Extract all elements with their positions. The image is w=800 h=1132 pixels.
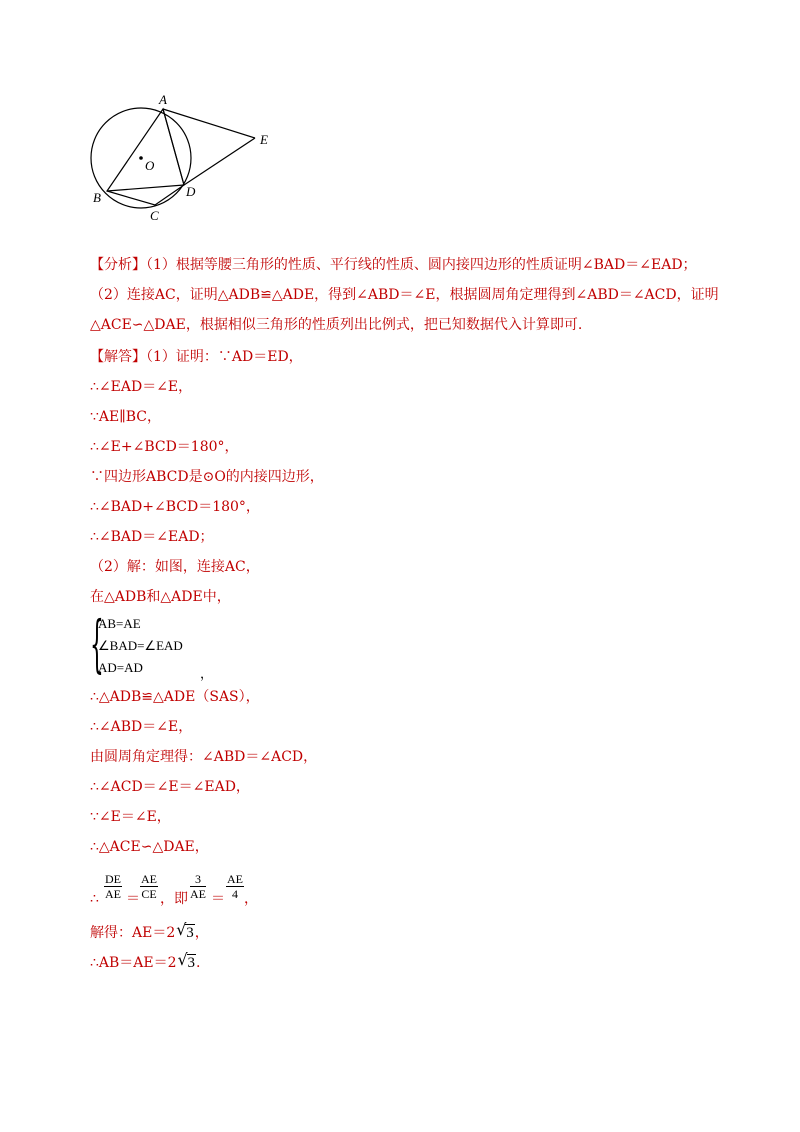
equals-sign-2: ＝ bbox=[211, 891, 225, 907]
analysis-tag: 【分析】 bbox=[90, 257, 146, 273]
solution-line-17 bbox=[90, 920, 209, 942]
solution-line-12: 由圆周角定理得：∠ABD＝∠ACD， bbox=[90, 749, 318, 765]
solution-line-15: ∴△ACE∽△DAE， bbox=[90, 839, 209, 855]
equation-system bbox=[90, 607, 290, 681]
geometry-figure bbox=[80, 88, 280, 228]
sqrt-3-final bbox=[177, 950, 197, 972]
solution-line-13: ∴∠ACD＝∠E＝∠EAD， bbox=[90, 779, 250, 795]
solution-line-2: ∴∠EAD＝∠E， bbox=[90, 379, 193, 395]
fraction-3-denominator: AE bbox=[190, 887, 206, 901]
fraction-de-over-ae bbox=[104, 872, 122, 901]
radical-sign-icon: √ bbox=[177, 950, 188, 969]
solution-line-10: ∴△ADB≌△ADE（SAS）， bbox=[90, 689, 260, 705]
fraction-3-numerator: 3 bbox=[190, 872, 206, 887]
so-that-text: ，即 bbox=[160, 891, 188, 907]
circle-diagram bbox=[80, 88, 280, 228]
fraction-3-over-ae bbox=[190, 872, 206, 901]
fraction-ae-over-4 bbox=[226, 872, 244, 901]
radicand-final: 3 bbox=[187, 955, 196, 971]
solution-line-9: 在△ADB和△ADE中， bbox=[90, 589, 231, 605]
label-e: E bbox=[260, 132, 268, 147]
solution-line-14: ∵∠E＝∠E， bbox=[90, 809, 171, 825]
solution-line-11: ∴∠ABD＝∠E， bbox=[90, 719, 193, 735]
solution-line-4: ∴∠E+∠BCD＝180°， bbox=[90, 439, 239, 455]
analysis-line-2: （2）连接AC，证明△ADB≌△ADE，得到∠ABD＝∠E，根据圆周角定理得到∠ABD＝∠ACD，证明 bbox=[90, 287, 719, 303]
solution-tag: 【解答】 bbox=[90, 349, 146, 365]
proportion-end: ， bbox=[244, 891, 258, 907]
fraction-ae-over-ce bbox=[140, 872, 158, 901]
solution-line-3: ∵AE∥BC， bbox=[90, 409, 161, 425]
analysis-line-3: △ACE∽△DAE，根据相似三角形的性质列出比例式，把已知数据代入计算即可. bbox=[90, 317, 583, 333]
analysis-text-1: （1）根据等腰三角形的性质、平行线的性质、圆内接四边形的性质证明∠BAD＝∠EAD； bbox=[146, 257, 697, 273]
fraction-4-denominator: 4 bbox=[232, 887, 238, 901]
system-row-3: AD=AD bbox=[98, 660, 143, 675]
solution-line-1 bbox=[90, 348, 303, 366]
fraction-1-numerator: DE bbox=[105, 872, 121, 886]
label-d: D bbox=[186, 184, 196, 199]
label-c: C bbox=[150, 208, 159, 223]
conclusion-end: . bbox=[196, 955, 201, 971]
radicand: 3 bbox=[186, 925, 194, 941]
solution-line-6: ∴∠BAD+∠BCD＝180°， bbox=[90, 499, 260, 515]
result-prefix: 解得：AE＝2 bbox=[90, 925, 176, 941]
system-row-1: AB=AE bbox=[98, 616, 141, 631]
left-brace: { bbox=[90, 607, 104, 680]
system-row-2: ∠BAD=∠EAD bbox=[98, 638, 183, 653]
label-b: B bbox=[93, 190, 101, 205]
center-point-o bbox=[139, 156, 143, 160]
solution-line-18 bbox=[90, 950, 201, 972]
sqrt-3 bbox=[176, 920, 195, 942]
equals-sign-1: ＝ bbox=[126, 891, 140, 907]
analysis-line-1 bbox=[90, 256, 697, 274]
segment-de bbox=[184, 138, 255, 185]
fraction-2-denominator: CE bbox=[141, 887, 157, 901]
system-comma: ， bbox=[200, 666, 214, 681]
solution-line-5: ∵四边形ABCD是⊙O的内接四边形， bbox=[90, 469, 324, 485]
proportion-prefix: ∴ bbox=[90, 891, 99, 907]
label-o: O bbox=[145, 158, 155, 173]
fraction-4-numerator: AE bbox=[227, 872, 243, 886]
segment-bd bbox=[107, 185, 184, 191]
result-end: ， bbox=[194, 925, 209, 941]
fraction-1-denominator: AE bbox=[105, 887, 121, 901]
fraction-2-numerator: AE bbox=[141, 872, 157, 886]
conclusion-prefix: ∴AB＝AE＝2 bbox=[90, 955, 177, 971]
solution-line-8: （2）解：如图，连接AC， bbox=[90, 559, 260, 575]
solution-line-7: ∴∠BAD＝∠EAD； bbox=[90, 529, 214, 545]
label-a: A bbox=[159, 92, 167, 107]
solution-text-1: （1）证明：∵AD＝ED， bbox=[146, 349, 303, 365]
radical-sign-icon: √ bbox=[176, 920, 187, 939]
